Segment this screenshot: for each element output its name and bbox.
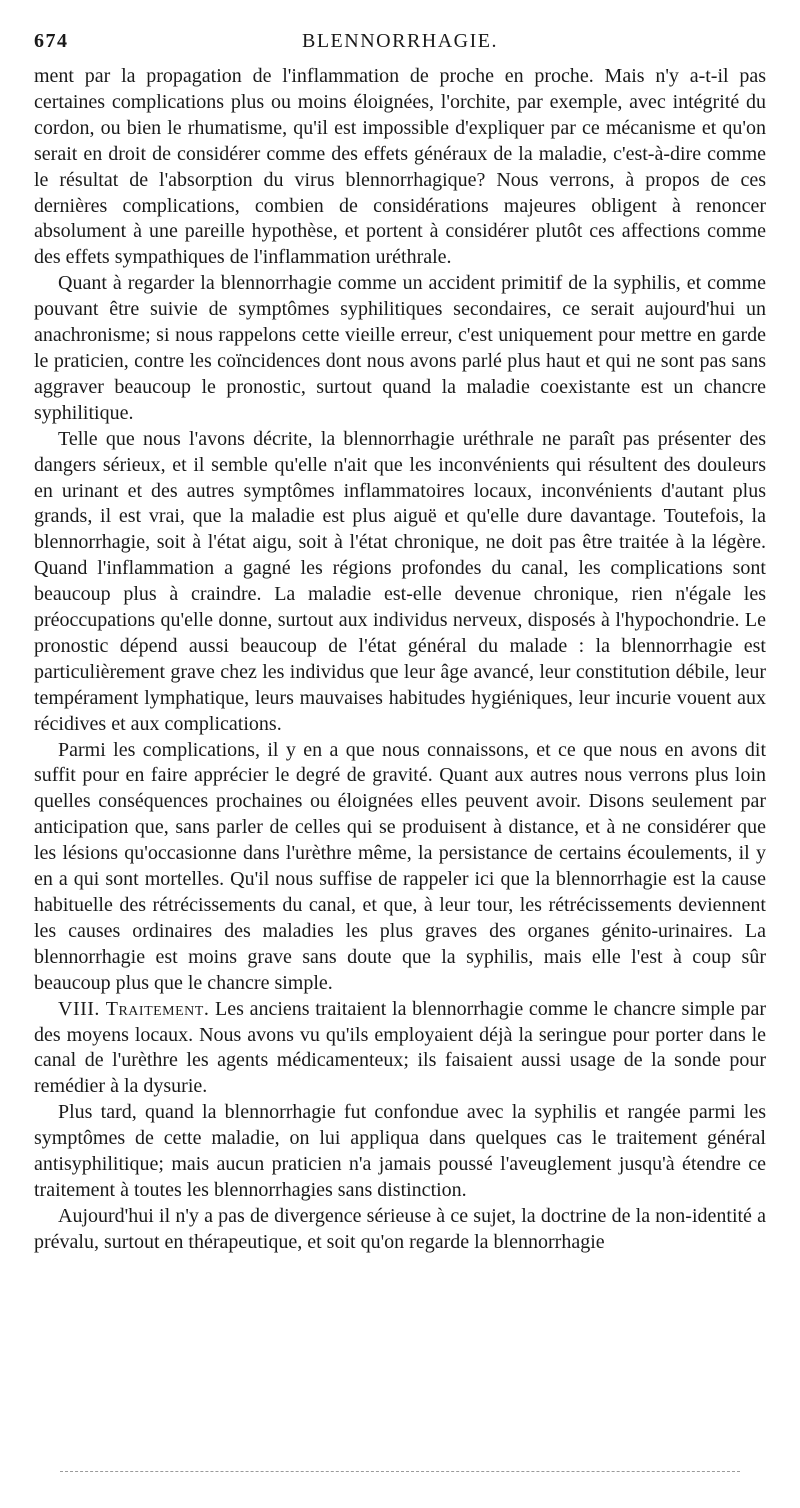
paragraph-text: ment par la propagation de l'inflammation de proche en proche. Mais n'y a-t-il pas certaines complications plus ou moins éloignées, l'orchite, par exemple, avec intégrité du cordon, ou bien le rhumatisme, qu'il est impossible d'expliquer par ce mécanisme et qu'on serait en droit de considérer comme des effets généraux de la maladie, c'est-à-dire comme le résultat de l'absorption du virus blennorrhagique? Nous verrons, à propos de ces dernières complications, combien de considérations majeures obligent à renoncer absolument à une pareille hypothèse, et portent à considérer plutôt ces affections comme des effets sympathiques de l'inflammation uréthrale. xyxy=(34,65,766,269)
paragraph xyxy=(34,1204,766,1256)
paragraph-treatment xyxy=(34,997,766,1101)
paragraph-text: Aujourd'hui il n'y a pas de divergence sérieuse à ce sujet, la doctrine de la non-identité a prévalu, surtout en thérapeutique, et soit qu'on regarde la blennorrhagie xyxy=(34,1204,766,1253)
paragraph-text: Plus tard, quand la blennorrhagie fut confondue avec la syphilis et rangée parmi les symptômes de cette maladie, on lui appliqua dans quelques cas le traitement général antisyphilitique; mais aucun praticien n'a jamais poussé l'aveuglement jusqu'à étendre ce traitement à toutes les blennorrhagies sans distinction. xyxy=(34,1101,766,1201)
paragraph xyxy=(34,271,766,426)
page xyxy=(34,30,766,1256)
running-title: BLENNORRHAGIE. xyxy=(302,30,498,52)
paragraph-text: Parmi les complications, il y en a que nous connaissons, et ce que nous en avons dit suffit pour en faire apprécier le degré de gravité. Quant aux autres nous verrons plus loin quelles conséquences prochaines ou éloignées elles peuvent avoir. Disons seulement par anticipation que, sans parler de celles qui se produisent à distance, et à ne considérer que les lésions qu'occasionne dans l'urèthre même, la persistance de certains écoulements, il y en a qui sont mortelles. Qu'il nous suffise de rappeler ici que la blennorrhagie est la cause habituelle des rétrécissements du canal, et que, à leur tour, les rétrécissements deviennent les causes ordinaires des maladies les plus graves des organes génito-urinaires. La blennorrhagie est moins grave sans doute que la syphilis, mais elle l'est à coup sûr beaucoup plus que le chancre simple. xyxy=(34,738,766,994)
paragraph-text: Les anciens traitaient la blennorrhagie comme le chancre simple par des moyens locaux. Nous avons vu qu'ils employaient déjà la seringue pour porter dans le canal de l'urèthre les agents médicamenteux; ils faisaient aussi usage de la sonde pour remédier à la dysurie. xyxy=(34,997,767,1098)
footer-rule xyxy=(60,1471,740,1472)
page-header xyxy=(34,30,766,58)
paragraph-text: Quant à regarder la blennorrhagie comme un accident primitif de la syphilis, et comme pouvant être suivie de symptômes syphilitiques secondaires, ce serait aujourd'hui un anachronisme; si nous rappelons cette vieille erreur, c'est uniquement pour mettre en garde le praticien, contre les coïncidences dont nous avons parlé plus haut et qui ne sont pas sans aggraver beaucoup le pronostic, surtout quand la maladie coexistante est un chancre syphilitique. xyxy=(34,272,766,424)
body-text xyxy=(34,64,766,1256)
page-number: 674 xyxy=(34,30,69,52)
section-heading: VIII. Traitement. xyxy=(58,997,210,1020)
paragraph xyxy=(34,1100,766,1204)
paragraph xyxy=(34,427,766,738)
paragraph-continued xyxy=(34,64,766,271)
paragraph xyxy=(34,738,766,997)
paragraph-text: Telle que nous l'avons décrite, la blennorrhagie uréthrale ne paraît pas présenter des dangers sérieux, et il semble qu'elle n'ait que les inconvénients qui résultent des douleurs en urinant et des autres symptômes inflammatoires locaux, inconvénients d'autant plus grands, il est vrai, que la maladie est plus aiguë et qu'elle dure davantage. Toutefois, la blennorrhagie, soit à l'état aigu, soit à l'état chronique, ne doit pas être traitée à la légère. Quand l'inflammation a gagné les régions profondes du canal, les complications sont beaucoup plus à craindre. La maladie est-elle devenue chronique, rien n'égale les préoccupations qu'elle donne, surtout aux individus nerveux, disposés à l'hypochondrie. Le pronostic dépend aussi beaucoup de l'état général du malade : la blennorrhagie est particulièrement grave chez les individus que leur âge avancé, leur constitution débile, leur tempérament lymphatique, leurs mauvaises habitudes hygiéniques, leur incurie vouent aux récidives et aux complications. xyxy=(34,427,766,735)
